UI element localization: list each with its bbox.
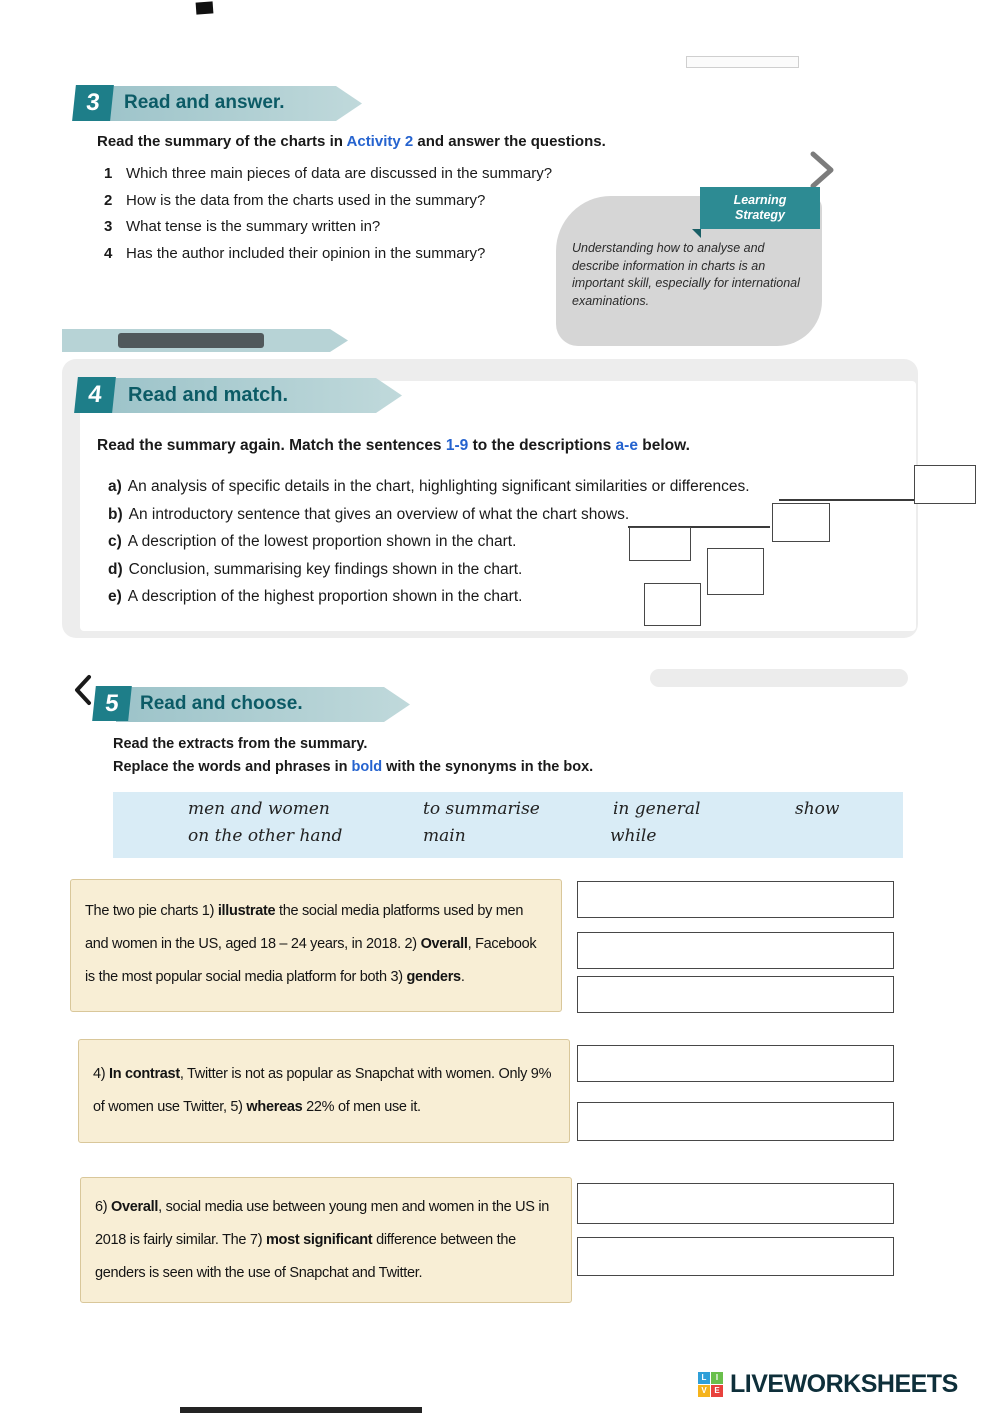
learning-strategy-ribbon bbox=[700, 187, 820, 229]
scan-artifact-box bbox=[686, 56, 799, 68]
item-text: An analysis of specific details in the chart, highlighting significant similarities or differences. bbox=[127, 478, 750, 495]
learning-strategy-text: Understanding how to analyse and describe information in charts is an important skill, especially for international examinations. bbox=[572, 241, 800, 308]
item-letter: c) bbox=[108, 533, 122, 550]
ribbon-label-line1: Learning bbox=[733, 193, 787, 207]
synonym-word: on the other hand bbox=[188, 826, 343, 846]
activity-5-instruction-line2 bbox=[113, 759, 593, 775]
synonym-word: in general bbox=[613, 799, 701, 819]
question-text: What tense is the summary written in? bbox=[126, 218, 381, 235]
item-text: An introductory sentence that gives an overview of what the chart shows. bbox=[128, 505, 630, 523]
match-item-d bbox=[108, 560, 938, 580]
answer-box-c[interactable] bbox=[629, 527, 691, 561]
synonym-word: men and women bbox=[188, 799, 330, 819]
answer-box-5[interactable] bbox=[577, 1102, 894, 1141]
activity-5-title: Read and choose. bbox=[140, 693, 303, 714]
activity-2-reference: Activity 2 bbox=[346, 133, 414, 150]
descriptions-range: a-e bbox=[615, 437, 638, 454]
item-text: A description of the lowest proportion shown in the chart. bbox=[127, 533, 517, 550]
synonym-word: show bbox=[795, 799, 840, 819]
logo-cell-l: L bbox=[698, 1372, 710, 1384]
item-letter: d) bbox=[108, 560, 123, 578]
answer-box-b[interactable] bbox=[772, 503, 830, 542]
question-text: How is the data from the charts used in the summary? bbox=[126, 191, 486, 209]
scan-artifact-strip bbox=[180, 1407, 422, 1413]
answer-box-d[interactable] bbox=[707, 548, 764, 595]
question-number: 3 bbox=[104, 218, 113, 235]
answer-box-3[interactable] bbox=[577, 976, 894, 1013]
question-text: Has the author included their opinion in the summary? bbox=[126, 244, 486, 262]
instruction-text: Replace the words and phrases in bbox=[113, 759, 352, 775]
logo-cell-v: V bbox=[698, 1385, 710, 1397]
answer-box-4[interactable] bbox=[577, 1045, 894, 1082]
activity-5-instruction-line1: Read the extracts from the summary. bbox=[113, 736, 368, 752]
item-text: A description of the highest proportion shown in the chart. bbox=[127, 588, 523, 605]
answer-box-1[interactable] bbox=[577, 881, 894, 918]
logo-cell-i: I bbox=[711, 1372, 723, 1384]
question-number: 1 bbox=[104, 165, 113, 182]
bold-highlight: bold bbox=[351, 759, 383, 775]
item-letter: a) bbox=[108, 478, 122, 495]
instruction-text: to the descriptions bbox=[468, 437, 616, 454]
answer-box-e[interactable] bbox=[644, 583, 701, 626]
question-text: Which three main pieces of data are discussed in the summary? bbox=[126, 165, 553, 182]
activity-5-number: 5 bbox=[92, 686, 132, 721]
match-item-a bbox=[108, 477, 938, 497]
match-item-e bbox=[108, 587, 938, 607]
partial-banner-smudge bbox=[118, 333, 264, 348]
activity-5-banner bbox=[88, 686, 410, 723]
sentences-range: 1-9 bbox=[445, 437, 469, 454]
liveworksheets-brand: LIVEWORKSHEETS bbox=[730, 1370, 958, 1398]
liveworksheets-logo-icon bbox=[698, 1372, 724, 1398]
answer-box-6[interactable] bbox=[577, 1183, 894, 1224]
scan-artifact-mark bbox=[196, 1, 214, 14]
ribbon-fold bbox=[692, 229, 701, 238]
activity-4-title: Read and match. bbox=[128, 384, 289, 406]
question-row bbox=[104, 164, 664, 184]
scan-artifact-graybar bbox=[650, 669, 908, 687]
activity-4-banner bbox=[62, 377, 402, 414]
answer-box-7[interactable] bbox=[577, 1237, 894, 1276]
answer-line bbox=[779, 499, 915, 501]
instruction-text: below. bbox=[637, 437, 690, 454]
activity-3-instruction bbox=[97, 133, 606, 150]
extract-1: The two pie charts 1) illustrate the social media platforms used by men and women in the US, aged 18 – 24 years, in 2018. 2) Overall, Facebook is the most popular social media platform for both 3) genders. bbox=[70, 879, 562, 1012]
activity-3-banner bbox=[62, 85, 362, 122]
item-letter: b) bbox=[108, 505, 123, 523]
synonym-word: while bbox=[610, 826, 657, 846]
instruction-text: with the synonyms in the box. bbox=[382, 759, 594, 775]
ribbon-label-line2: Strategy bbox=[734, 208, 786, 222]
activity-3-title: Read and answer. bbox=[124, 92, 285, 113]
match-list bbox=[108, 477, 938, 615]
liveworksheets-footer[interactable] bbox=[698, 1370, 958, 1399]
activity-4-instruction bbox=[97, 437, 690, 455]
logo-cell-e: E bbox=[711, 1385, 723, 1397]
answer-box-a[interactable] bbox=[914, 465, 976, 504]
item-letter: e) bbox=[108, 588, 122, 605]
synonym-word-bank bbox=[113, 792, 903, 858]
item-text: Conclusion, summarising key findings shown in the chart. bbox=[128, 560, 523, 578]
question-number: 2 bbox=[104, 191, 113, 209]
synonym-word: main bbox=[423, 826, 466, 846]
instruction-text: Read the summary of the charts in bbox=[97, 133, 347, 150]
question-number: 4 bbox=[104, 244, 113, 262]
activity-4-number: 4 bbox=[74, 377, 116, 413]
instruction-text: and answer the questions. bbox=[413, 133, 606, 150]
synonym-word: to summarise bbox=[423, 799, 540, 819]
extract-3: 6) Overall, social media use between young men and women in the US in 2018 is fairly similar. The 7) most significant difference between the genders is seen with the use of Snapchat and Twitter. bbox=[80, 1177, 572, 1303]
answer-box-2[interactable] bbox=[577, 932, 894, 969]
activity-3-number: 3 bbox=[72, 85, 114, 121]
instruction-text: Read the summary again. Match the sentences bbox=[97, 437, 446, 454]
chevron-right-icon[interactable] bbox=[808, 150, 836, 190]
extract-2: 4) In contrast, Twitter is not as popular as Snapchat with women. Only 9% of women use Twitter, 5) whereas 22% of men use it. bbox=[78, 1039, 570, 1143]
